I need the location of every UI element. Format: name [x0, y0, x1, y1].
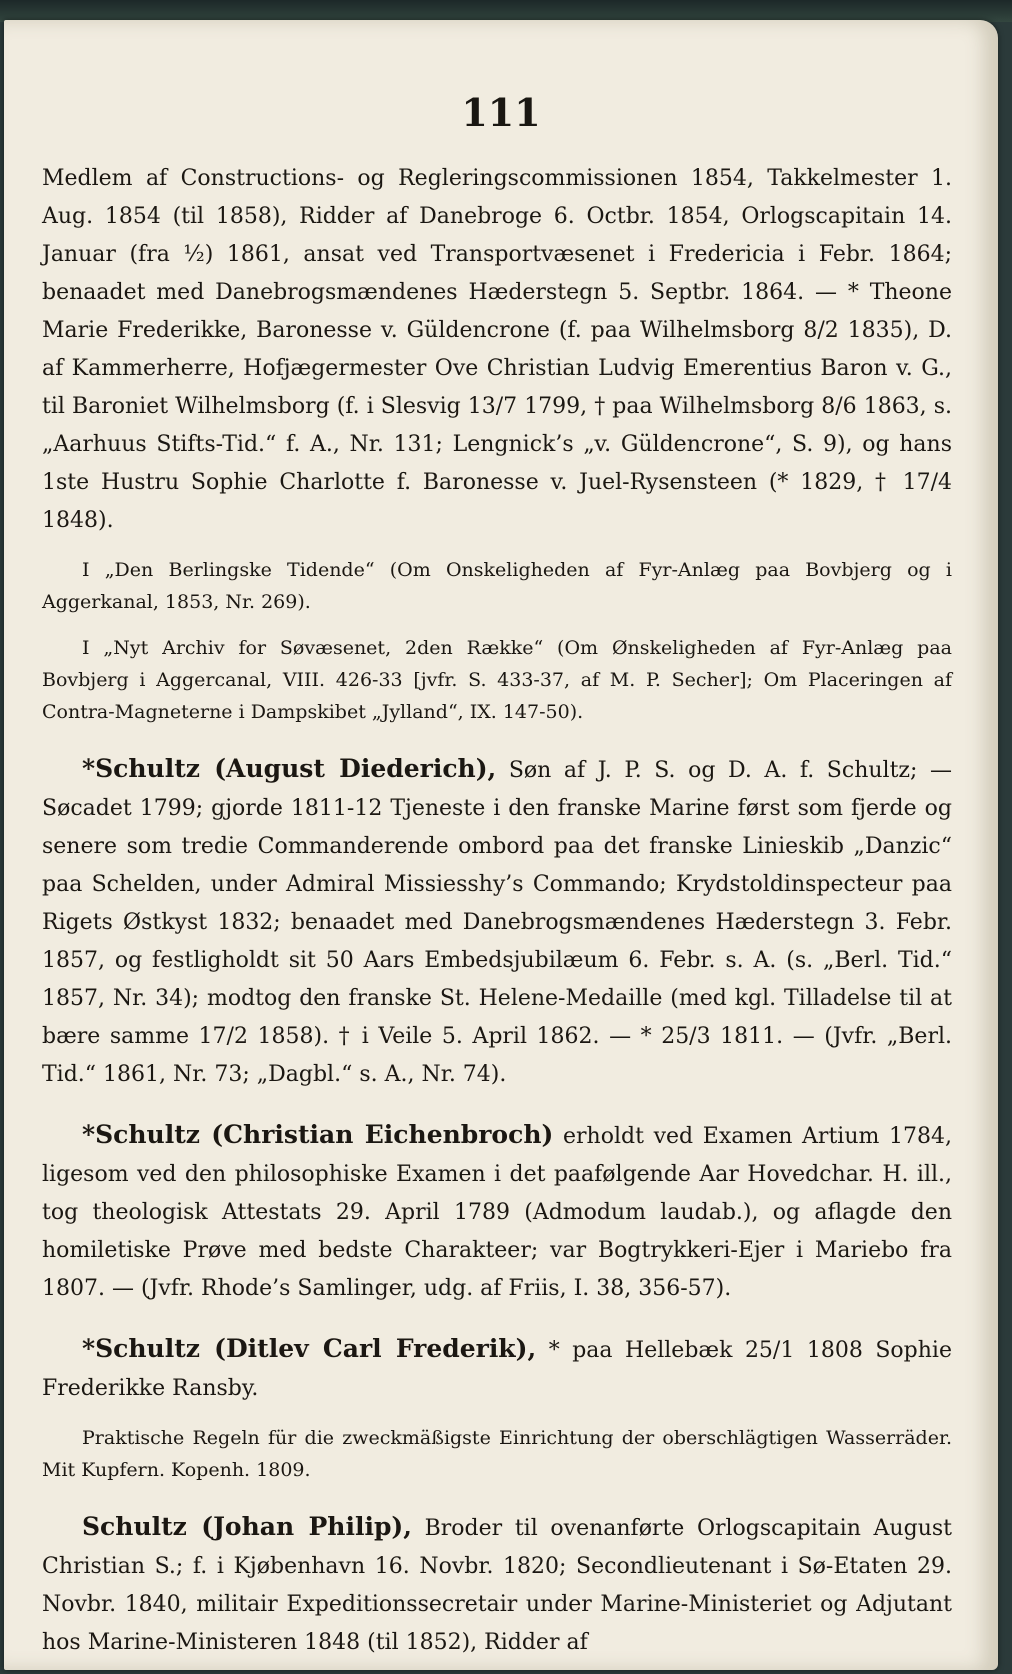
- book-page: [4, 20, 998, 1670]
- entry-heading: *Schultz (Christian Eichenbroch): [82, 1120, 554, 1149]
- entry-heading: *Schultz (August Diederich),: [82, 754, 497, 783]
- entry-schultz-johan: [42, 1508, 952, 1662]
- entry-body: Søn af J. P. S. og D. A. f. Schultz; — Søcadet 1799; gjorde 1811-12 Tjeneste i den franske Marine først som fjerde og senere som tredie Commanderende ombord paa det franske Linieskib „Danzic“ paa Schelden, under Admiral Missiesshy’s Commando; Krydstoldinspecteur paa Rigets Østkyst 1832; benaadet med Danebrogsmændenes Hæderstegn 3. Febr. 1857, og festligholdt sit 50 Aars Embedsjubilæum 6. Febr. s. A. (s. „Berl. Tid.“ 1857, Nr. 34); modtog den franske St. Helene-Medaille (med kgl. Tilladelse til at bære samme 17/2 1858). † i Veile 5. April 1862. — * 25/3 1811. — (Jvfr. „Berl. Tid.“ 1861, Nr. 73; „Dagbl.“ s. A., Nr. 74).: [42, 758, 952, 1087]
- entry-schultz-august: [42, 750, 952, 1094]
- entry-heading: *Schultz (Ditlev Carl Frederik),: [82, 1334, 537, 1363]
- publication-note-wasserraeder: Praktische Regeln für die zweckmäßigste Einrichtung der oberschlägtigen Wasserräder. Mit Kupfern. Kopenh. 1809.: [42, 1427, 952, 1481]
- entry-body: erholdt ved Examen Artium 1784, ligesom ved den philosophiske Examen i det paafølgende Aar Hovedchar. H. ill., tog theologisk Attestats 29. April 1789 (Admodum laudab.), og aflagde den homiletiske Prøve med bedste Charakteer; var Bogtrykkeri-Ejer i Mariebo fra 1807. — (Jvfr. Rhode’s Samlinger, udg. af Friis, I. 38, 356-57).: [42, 1124, 952, 1301]
- entry-schultz-ditlev: [42, 1330, 952, 1408]
- publication-note-archiv: I „Nyt Archiv for Søvæsenet, 2den Række“ (Om Ønskeligheden af Fyr-Anlæg paa Bovbjerg i Aggercanal, VIII. 426-33 [jvfr. S. 433-37, af M. P. Secher]; Om Placeringen af Contra-Magneterne i Dampskibet „Jylland“, IX. 147-50).: [42, 637, 952, 723]
- paragraph-continued: Medlem af Constructions- og Regleringscommissionen 1854, Takkelmester 1. Aug. 1854 (til 1858), Ridder af Danebroge 6. Octbr. 1854, Orlogscapitain 14. Januar (fra ½) 1861, ansat ved Transportvæsenet i Fredericia i Febr. 1864; benaadet med Danebrogsmændenes Hæderstegn 5. Septbr. 1864. — * Theone Marie Frederikke, Baronesse v. Güldencrone (f. paa Wilhelmsborg 8/2 1835), D. af Kammerherre, Hofjægermester Ove Christian Ludvig Emerentius Baron v. G., til Baroniet Wilhelmsborg (f. i Slesvig 13/7 1799, † paa Wilhelmsborg 8/6 1863, s. „Aarhuus Stifts-Tid.“ f. A., Nr. 131; Lengnick’s „v. Güldencrone“, S. 9), og hans 1ste Hustru Sophie Charlotte f. Baronesse v. Juel-Rysensteen (* 1829, † 17/4 1848).: [42, 166, 952, 533]
- scan-background: [0, 0, 1012, 22]
- entry-schultz-christian: [42, 1116, 952, 1308]
- publication-note-berlingske: I „Den Berlingske Tidende“ (Om Onskeligheden af Fyr-Anlæg paa Bovbjerg og i Aggerkanal, 1853, Nr. 269).: [42, 559, 952, 613]
- entry-body: * paa Hellebæk 25/1 1808 Sophie Frederikke Ransby.: [42, 1338, 952, 1401]
- page-number: 111: [461, 90, 541, 135]
- entry-heading: Schultz (Johan Philip),: [82, 1512, 412, 1541]
- entry-body: Broder til ovenanførte Orlogscapitain August Christian S.; f. i Kjøbenhavn 16. Novbr. 1820; Secondlieutenant i Sø-Etaten 29. Novbr. 1840, militair Expeditionssecretair under Marine-Ministeriet og Adjutant hos Marine-Ministeren 1848 (til 1852), Ridder af: [42, 1516, 952, 1655]
- page-body: [42, 160, 952, 1662]
